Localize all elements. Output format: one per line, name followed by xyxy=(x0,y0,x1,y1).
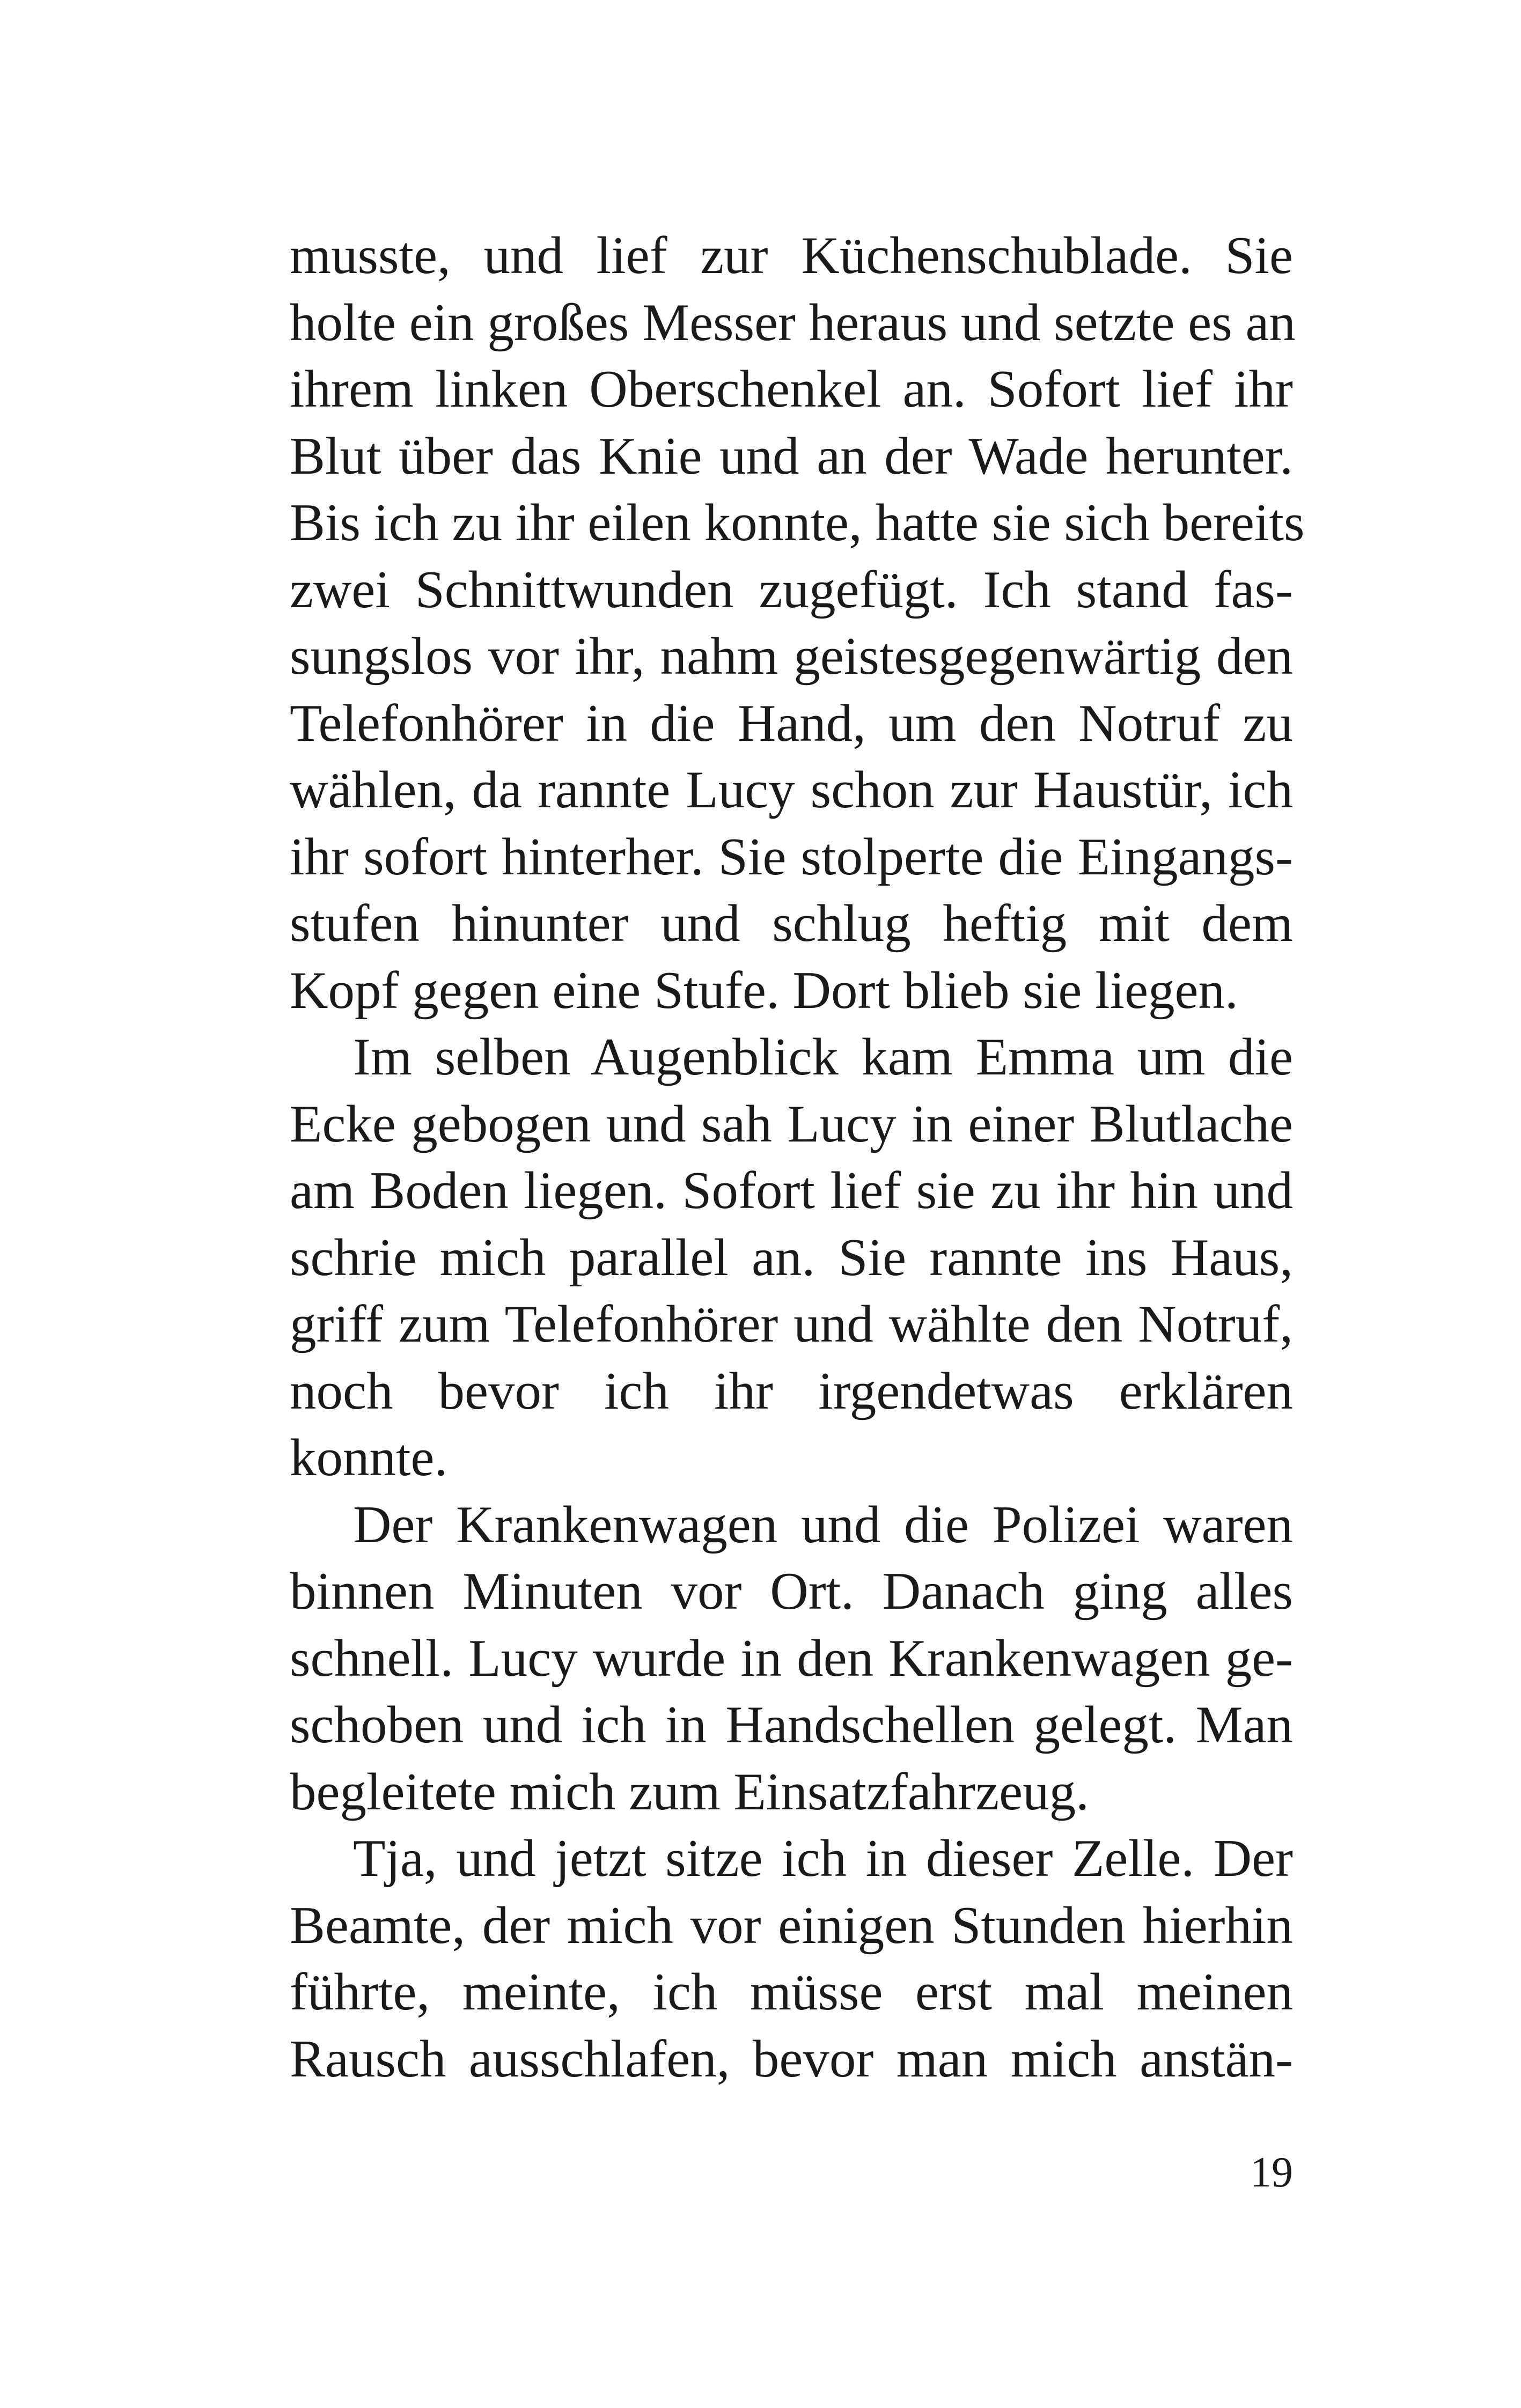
text-line: schnell. Lucy wurde in den Krankenwagen ge- xyxy=(290,1629,1293,1688)
text-line: Im selben Augenblick kam Emma um die xyxy=(353,1028,1293,1086)
page-number: 19 xyxy=(1250,2149,1293,2196)
text-line: Der Krankenwagen und die Polizei waren xyxy=(353,1495,1293,1554)
text-line: zwei Schnittwunden zugefügt. Ich stand fas- xyxy=(290,560,1293,619)
text-line: holte ein großes Messer heraus und setzte es an xyxy=(290,293,1296,352)
text-line: begleitete mich zum Einsatzfahrzeug. xyxy=(290,1762,1089,1821)
text-line: sungslos vor ihr, nahm geistesgegenwärtig den xyxy=(290,627,1293,686)
text-line: Kopf gegen eine Stufe. Dort blieb sie liegen. xyxy=(290,961,1238,1020)
text-line: schoben und ich in Handschellen gelegt. Man xyxy=(290,1696,1293,1754)
text-line: führte, meinte, ich müsse erst mal meinen xyxy=(290,1963,1293,2021)
paragraph-2 xyxy=(290,1024,1293,1492)
text-line: Beamte, der mich vor einigen Stunden hierhin xyxy=(290,1896,1293,1955)
body-text xyxy=(290,223,1305,2093)
paragraph-3 xyxy=(290,1492,1293,1826)
text-line: Ecke gebogen und sah Lucy in einer Blutlache xyxy=(290,1094,1293,1153)
text-line: griff zum Telefonhörer und wählte den Notruf, xyxy=(290,1295,1293,1353)
text-line: Telefonhörer in die Hand, um den Notruf zu xyxy=(290,694,1293,753)
paragraph-4 xyxy=(290,1825,1293,2093)
text-line: ihr sofort hinterher. Sie stolperte die Eingangs- xyxy=(290,827,1293,886)
text-line: am Boden liegen. Sofort lief sie zu ihr hin und xyxy=(290,1161,1293,1220)
text-line: Tja, und jetzt sitze ich in dieser Zelle. Der xyxy=(353,1829,1293,1888)
text-line: Blut über das Knie und an der Wade herunter. xyxy=(290,426,1293,485)
text-line: schrie mich parallel an. Sie rannte ins Haus, xyxy=(290,1228,1293,1287)
text-line: Bis ich zu ihr eilen konnte, hatte sie sich bereits xyxy=(290,494,1305,552)
text-line: Rausch ausschlafen, bevor man mich anstän- xyxy=(290,2029,1293,2088)
text-line: ihrem linken Oberschenkel an. Sofort lief ihr xyxy=(290,360,1293,418)
text-line: konnte. xyxy=(290,1428,448,1487)
text-line: musste, und lief zur Küchenschublade. Sie xyxy=(290,226,1293,285)
text-line: stufen hinunter und schlug heftig mit dem xyxy=(290,894,1293,953)
text-line: noch bevor ich ihr irgendetwas erklären xyxy=(290,1361,1293,1420)
text-line: wählen, da rannte Lucy schon zur Haustür, ich xyxy=(290,761,1293,819)
paragraph-1 xyxy=(290,223,1305,1024)
text-line: binnen Minuten vor Ort. Danach ging alles xyxy=(290,1562,1293,1621)
